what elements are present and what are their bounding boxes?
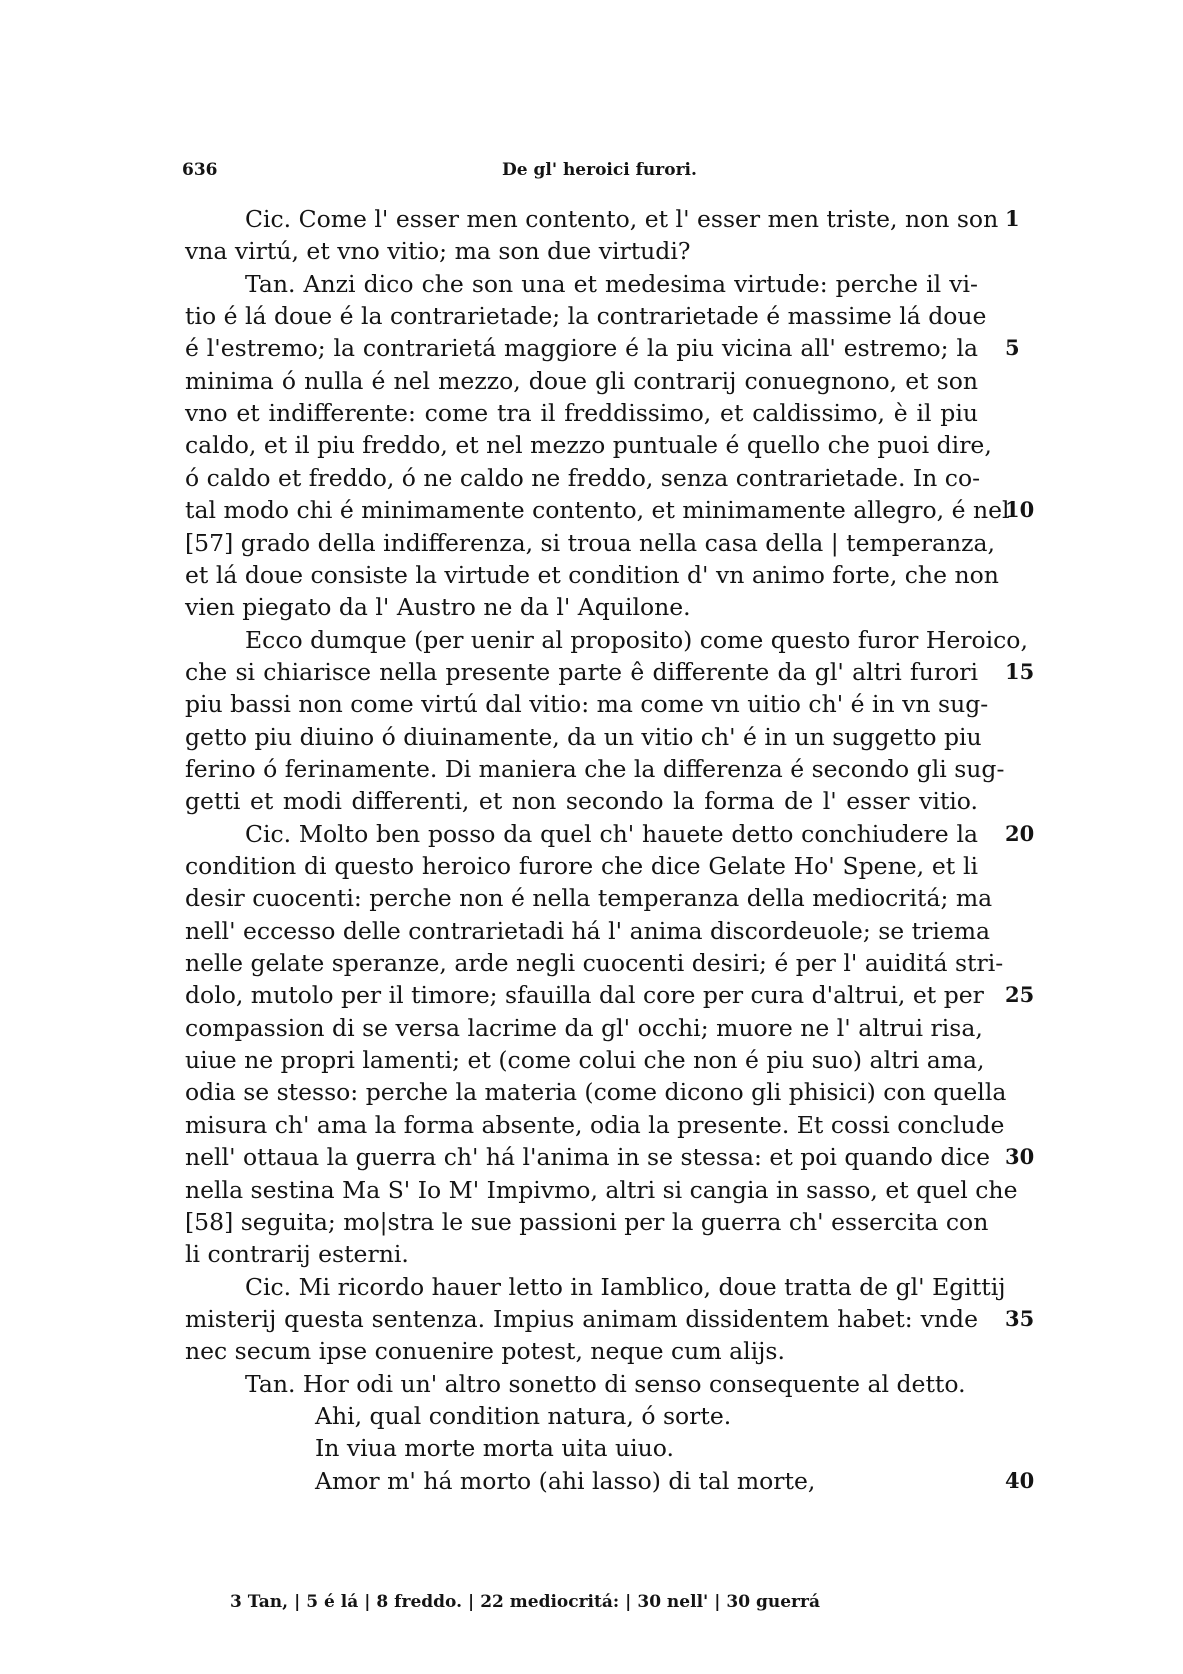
footnote-separator: | [625, 1592, 632, 1612]
line-number: 35 [1005, 1305, 1035, 1331]
text-line: nelle gelate speranze, arde negli cuocenti desiri; é per l' auiditá stri- [185, 949, 1004, 978]
line-number: 25 [1005, 982, 1035, 1008]
text-line: tal modo chi é minimamente contento, et minimamente allegro, é nel [185, 496, 1010, 525]
line-number: 40 [1005, 1467, 1035, 1493]
text-line: Amor m' há morto (ahi lasso) di tal morte, [315, 1466, 816, 1495]
text-line: condition di questo heroico furore che dice Gelate Ho' Spene, et li [185, 852, 978, 880]
footnote-entry: 5 é lá [306, 1592, 359, 1612]
text-line: getti et modi differenti, et non secondo la forma de l' esser vitio. [185, 787, 978, 816]
footnote-separator: | [294, 1592, 301, 1612]
text-line: nell' eccesso delle contrarietadi há l' anima discordeuole; se triema [185, 916, 991, 945]
text-line: desir cuocenti: perche non é nella temperanza della mediocritá; ma [185, 884, 993, 913]
footnote-separator: | [468, 1592, 475, 1612]
line-number: 15 [1005, 658, 1035, 684]
text-line: nella sestina Ma S' Io M' Impivmo, altri si cangia in sasso, et quel che [185, 1175, 1018, 1204]
text-line: [58] seguita; mo|stra le sue passioni per la guerra ch' essercita con [185, 1207, 989, 1236]
footnote-entry: 30 nell' [637, 1592, 709, 1612]
page-header [182, 160, 1002, 184]
page-number: 636 [182, 160, 218, 180]
line-number: 5 [1005, 335, 1020, 361]
footnote-entry: 8 freddo. [376, 1592, 462, 1612]
text-line: Cic. Molto ben posso da quel ch' hauete detto conchiudere la [245, 819, 978, 848]
footnote-entry: 22 mediocritá: [480, 1592, 620, 1612]
text-line: Tan. Hor odi un' altro sonetto di senso consequente al detto. [245, 1369, 966, 1398]
line-number: 10 [1005, 497, 1035, 523]
text-line: In viua morte morta uita uiuo. [315, 1434, 674, 1463]
footnote-separator: | [364, 1592, 371, 1612]
text-line: compassion di se versa lacrime da gl' occhi; muore ne l' altrui risa, [185, 1013, 983, 1042]
text-line: vien piegato da l' Austro ne da l' Aquilone. [185, 593, 691, 622]
footnote-entry: 3 Tan, [230, 1592, 289, 1612]
text-line: nec secum ipse conuenire potest, neque cum alijs. [185, 1337, 785, 1366]
text-line: misura ch' ama la forma absente, odia la presente. Et cossi conclude [185, 1110, 1005, 1139]
text-line: minima ó nulla é nel mezzo, doue gli contrarij conuegnono, et son [185, 366, 978, 395]
line-number: 30 [1005, 1144, 1035, 1170]
text-line: che si chiarisce nella presente parte ê differente da gl' altri furori [185, 657, 978, 686]
text-line: [57] grado della indifferenza, si troua nella casa della | temperanza, [185, 528, 995, 557]
text-line: li contrarij esterni. [185, 1240, 409, 1269]
text-line: ferino ó ferinamente. Di maniera che la differenza é secondo gli sug- [185, 754, 1005, 783]
text-line: é l'estremo; la contrarietá maggiore é la piu vicina all' estremo; la [185, 334, 978, 363]
text-line: Ahi, qual condition natura, ó sorte. [315, 1401, 732, 1430]
text-line: caldo, et il piu freddo, et nel mezzo puntuale é quello che puoi dire, [185, 431, 992, 460]
text-line: odia se stesso: perche la materia (come dicono gli phisici) con quella [185, 1078, 1007, 1107]
text-line: ó caldo et freddo, ó ne caldo ne freddo, senza contrarietade. In co- [185, 463, 981, 492]
text-line: Cic. Mi ricordo hauer letto in Iamblico, doue tratta de gl' Egittij [245, 1272, 1006, 1301]
footnote-entry: 30 guerrá [726, 1592, 820, 1612]
line-number: 1 [1005, 206, 1020, 231]
text-line: tio é lá doue é la contrarietade; la contrarietade é massime lá doue [185, 302, 987, 331]
text-line: misterij questa sentenza. Impius animam dissidentem habet: vnde [185, 1304, 978, 1333]
line-number: 20 [1005, 820, 1035, 846]
text-line: uiue ne propri lamenti; et (come colui che non é piu suo) altri ama, [185, 1046, 985, 1075]
text-line: dolo, mutolo per il timore; sfauilla dal core per cura d'altrui, et per [185, 981, 984, 1010]
text-line: getto piu diuino ó diuinamente, da un vitio ch' é in un suggetto piu [185, 722, 982, 751]
apparatus-footnotes [230, 1592, 930, 1612]
footnote-separator: | [714, 1592, 721, 1612]
text-line: Cic. Come l' esser men contento, et l' esser men triste, non son [245, 205, 999, 233]
text-line: Tan. Anzi dico che son una et medesima virtude: perche il vi- [245, 269, 978, 298]
text-line: vna virtú, et vno vitio; ma son due virtudi? [185, 237, 691, 266]
text-line: piu bassi non come virtú dal vitio: ma come vn uitio ch' é in vn sug- [185, 690, 989, 719]
text-line: nell' ottaua la guerra ch' há l'anima in se stessa: et poi quando dice [185, 1143, 991, 1172]
text-line: Ecco dumque (per uenir al proposito) come questo furor Heroico, [245, 625, 1028, 654]
text-line: vno et indifferente: come tra il freddissimo, et caldissimo, è il piu [185, 399, 978, 428]
text-line: et lá doue consiste la virtude et condition d' vn animo forte, che non [185, 560, 999, 589]
running-title: De gl' heroici furori. [502, 160, 697, 180]
